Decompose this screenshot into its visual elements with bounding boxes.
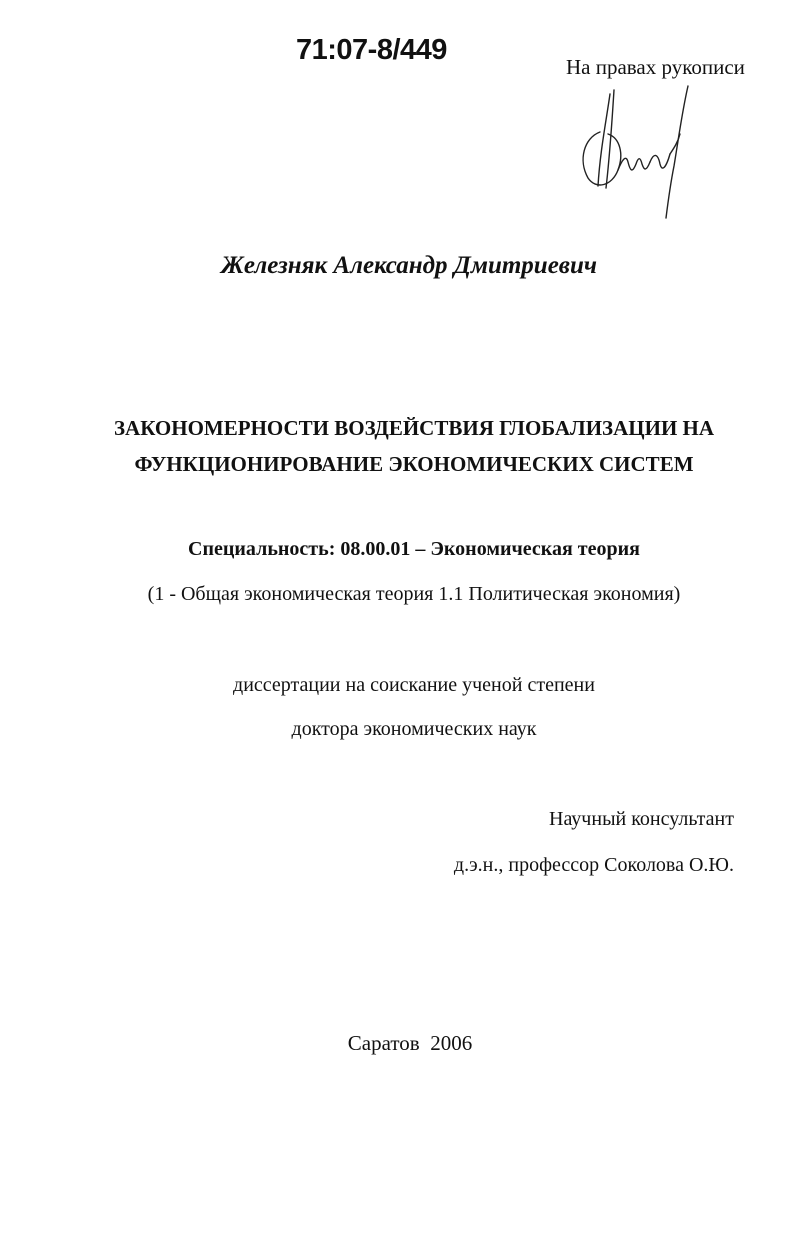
consultant-label: Научный консультант bbox=[549, 808, 734, 830]
specialty: Специальность: 08.00.01 – Экономическая теория bbox=[188, 538, 640, 560]
specialty-detail: (1 - Общая экономическая теория 1.1 Политическая экономия) bbox=[147, 583, 681, 605]
city-year: Саратов 2006 bbox=[347, 1031, 473, 1055]
signature-image bbox=[570, 82, 690, 222]
consultant-name: д.э.н., профессор Соколова О.Ю. bbox=[453, 854, 734, 876]
rights-note: На правах рукописи bbox=[566, 55, 745, 79]
degree-line-2: доктора экономических наук bbox=[291, 718, 537, 740]
title-line-2: ФУНКЦИОНИРОВАНИЕ ЭКОНОМИЧЕСКИХ СИСТЕМ bbox=[134, 452, 694, 476]
dissertation-title bbox=[0, 410, 798, 482]
author-name: Железняк Александр Дмитриевич bbox=[220, 252, 597, 279]
catalog-number: 71:07-8/449 bbox=[296, 34, 447, 66]
degree-line-1: диссертации на соискание ученой степени bbox=[233, 674, 595, 696]
title-line-1: ЗАКОНОМЕРНОСТИ ВОЗДЕЙСТВИЯ ГЛОБАЛИЗАЦИИ НА bbox=[113, 416, 715, 440]
